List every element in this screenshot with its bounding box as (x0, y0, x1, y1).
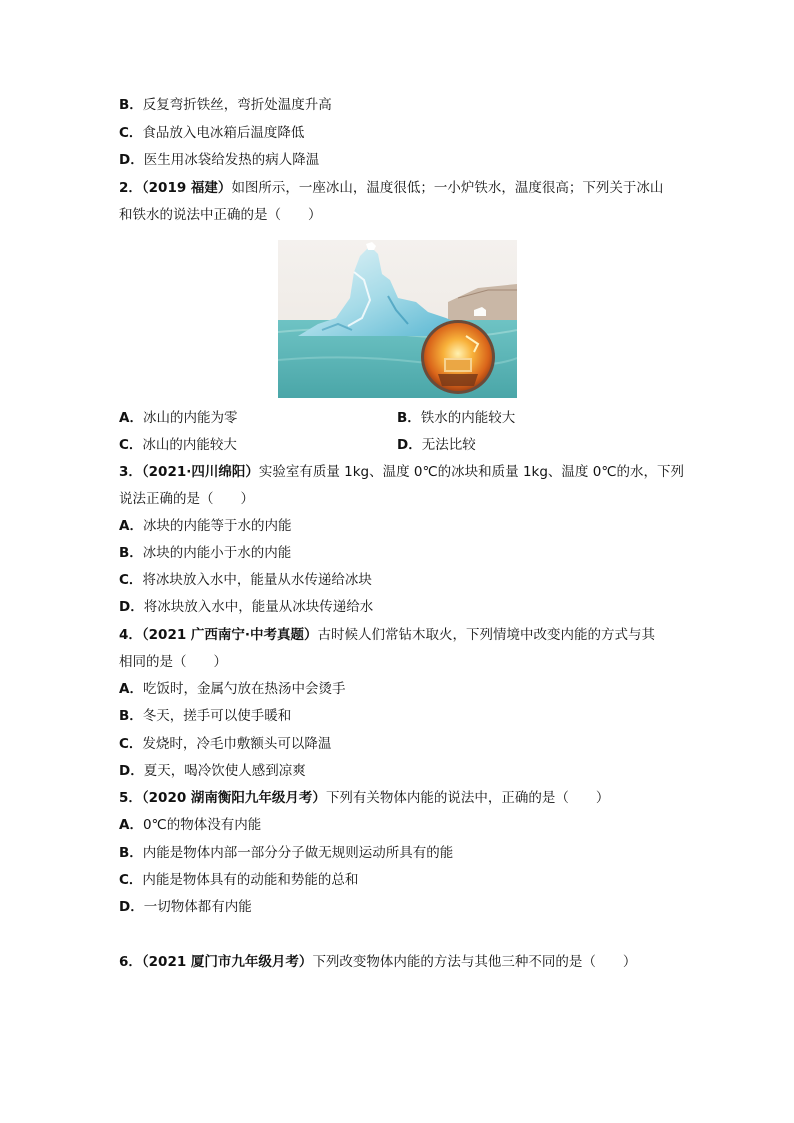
q3-option-d: D．将冰块放入水中，能量从冰块传递给水 (119, 599, 374, 615)
q4-option-d: D．夏天，喝冷饮使人感到凉爽 (119, 763, 306, 779)
q2-option-c: C．冰山的内能较大 (119, 437, 237, 453)
q4-option-a: A．吃饭时，金属勺放在热汤中会烫手 (119, 681, 346, 697)
q2-option-a: A．冰山的内能为零 (119, 410, 238, 426)
prev-option-c: C．食品放入电冰箱后温度降低 (119, 125, 305, 141)
q5-option-c: C．内能是物体具有的动能和势能的总和 (119, 872, 359, 888)
q6-stem-line1: 6．（2021 厦门市九年级月考）下列改变物体内能的方法与其他三种不同的是（ ） (119, 954, 637, 970)
iceberg-molten-iron-photo (278, 240, 517, 398)
q5-option-b: B．内能是物体内部一部分分子做无规则运动所具有的能 (119, 845, 454, 861)
prev-option-b: B．反复弯折铁丝，弯折处温度升高 (119, 97, 332, 113)
q3-option-c: C．将冰块放入水中，能量从水传递给冰块 (119, 572, 372, 588)
q4-stem-line1: 4．（2021 广西南宁·中考真题）古时候人们常钻木取火，下列情境中改变内能的方式与其 (119, 627, 656, 643)
q2-stem-line2: 和铁水的说法中正确的是（ ） (119, 207, 322, 223)
q4-stem-line2: 相同的是（ ） (119, 654, 227, 670)
q3-stem-line1: 3．（2021·四川绵阳）实验室有质量 1kg、温度 0℃的冰块和质量 1kg、温度 0℃的水，下列 (119, 464, 684, 480)
q2-option-b: B．铁水的内能较大 (397, 410, 516, 426)
q4-option-b: B．冬天，搓手可以使手暖和 (119, 708, 292, 724)
q2-stem-line1: 2．（2019 福建）如图所示，一座冰山，温度很低；一小炉铁水，温度很高；下列关于冰山 (119, 180, 664, 196)
q5-option-d: D．一切物体都有内能 (119, 899, 252, 915)
q2-option-d: D．无法比较 (397, 437, 476, 453)
q3-option-b: B．冰块的内能小于水的内能 (119, 545, 292, 561)
q3-option-a: A．冰块的内能等于水的内能 (119, 518, 292, 534)
prev-option-d: D．医生用冰袋给发热的病人降温 (119, 152, 320, 168)
q3-stem-line2: 说法正确的是（ ） (119, 491, 254, 507)
q5-option-a: A．0℃的物体没有内能 (119, 817, 262, 833)
q5-stem-line1: 5．（2020 湖南衡阳九年级月考）下列有关物体内能的说法中，正确的是（ ） (119, 790, 610, 806)
q4-option-c: C．发烧时，冷毛巾敷额头可以降温 (119, 736, 332, 752)
